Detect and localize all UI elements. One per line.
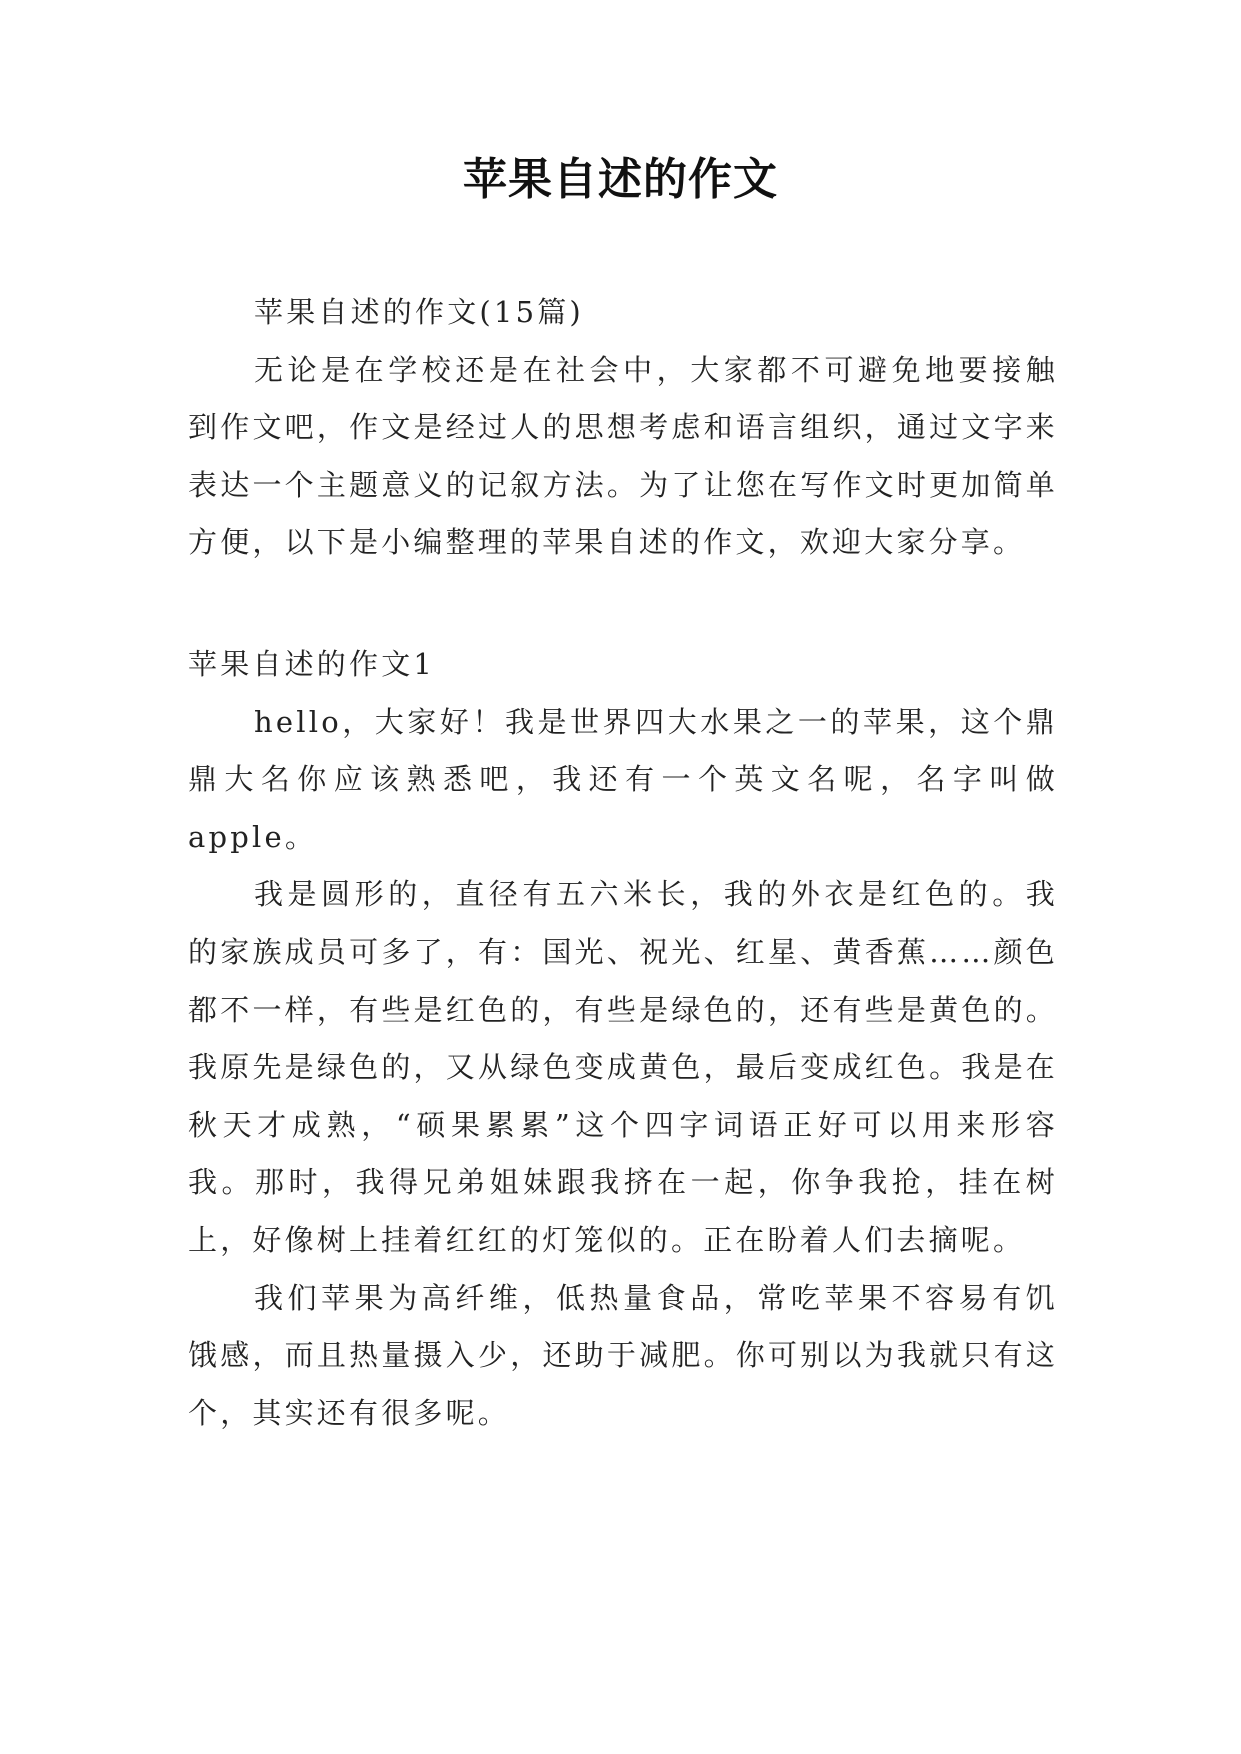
body-paragraph-1: hello，大家好！我是世界四大水果之一的苹果，这个鼎鼎大名你应该熟悉吧，我还有一个英文名呢，名字叫做apple。 — [188, 704, 1058, 854]
section-heading: 苹果自述的作文1 — [188, 646, 436, 681]
section-spacer — [188, 572, 1058, 636]
body-paragraph-3: 我们苹果为高纤维，低热量食品，常吃苹果不容易有饥饿感，而且热量摄入少，还助于减肥。你可别以为我就只有这个，其实还有很多呢。 — [188, 1280, 1058, 1430]
intro-paragraph: 无论是在学校还是在社会中，大家都不可避免地要接触到作文吧，作文是经过人的思想考虑和语言组织，通过文字来表达一个主题意义的记叙方法。为了让您在写作文时更加简单方便，以下是小编整理的苹果自述的作文，欢迎大家分享。 — [188, 352, 1058, 560]
subtitle-line: 苹果自述的作文(15篇) — [254, 295, 584, 329]
document-body — [188, 284, 1058, 1442]
body-paragraph-2: 我是圆形的，直径有五六米长，我的外衣是红色的。我的家族成员可多了，有：国光、祝光、红星、黄香蕉……颜色都不一样，有些是红色的，有些是绿色的，还有些是黄色的。我原先是绿色的，又从绿色变成黄色，最后变成红色。我是在秋天才成熟，“硕果累累”这个四字词语正好可以用来形容我。那时，我得兄弟姐妹跟我挤在一起，你争我抢，挂在树上，好像树上挂着红红的灯笼似的。正在盼着人们去摘呢。 — [188, 877, 1058, 1257]
document-title: 苹果自述的作文 — [463, 154, 778, 205]
